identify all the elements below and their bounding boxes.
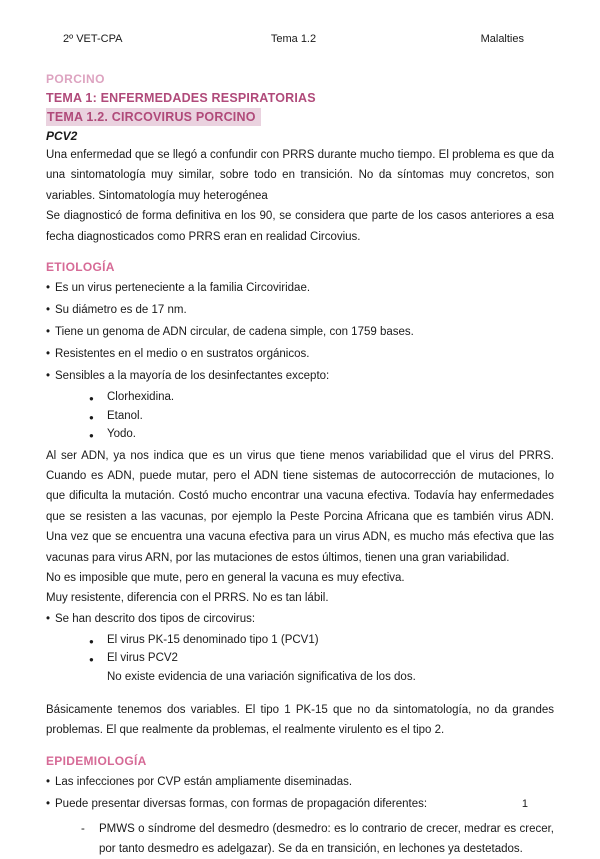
circovirus-types-intro: • Se han descrito dos tipos de circovirus: bbox=[46, 612, 554, 627]
types-note: No existe evidencia de una variación significativa de los dos. bbox=[107, 670, 416, 683]
bullet-item: • Resistentes en el medio o en sustratos orgánicos. bbox=[46, 347, 554, 362]
bullet-item: • Las infecciones por CVP están ampliamente diseminadas. bbox=[46, 775, 554, 790]
etiologia-bullet-list bbox=[46, 281, 554, 384]
sub-bullet-item: ● El virus PK-15 denominado tipo 1 (PCV1) bbox=[46, 633, 554, 648]
section-title-highlighted bbox=[46, 108, 554, 126]
circovirus-type-list bbox=[46, 633, 554, 667]
intro-paragraph-2: Se diagnosticó de forma definitiva en los 90, se considera que parte de los casos anteriores a esa fecha diagnosticados como PRRS eran en realidad Circovius. bbox=[46, 210, 554, 243]
page-header bbox=[63, 32, 524, 46]
sub-bullet-item: ● Yodo. bbox=[46, 427, 554, 442]
header-course-label: 2º VET-CPA bbox=[63, 33, 123, 45]
page-number: 1 bbox=[521, 798, 528, 810]
header-subject-label: Malalties bbox=[480, 33, 524, 45]
document-body bbox=[46, 72, 554, 859]
vaccine-note: No es imposible que mute, pero en general la vacuna es muy efectiva. bbox=[46, 571, 405, 584]
pmws-dash-item: - PMWS o síndrome del desmedro (desmedro: es lo contrario de crecer, medrar es crecer, por tanto desmedro es adelgazar). Se da en transición, en lechones ya destetados. bbox=[46, 819, 554, 859]
bullet-item: • Es un virus perteneciente a la familia Circoviridae. bbox=[46, 281, 554, 296]
highlighted-title-text: TEMA 1.2. CIRCOVIRUS PORCINO bbox=[46, 108, 261, 126]
sub-bullet-item: ● El virus PCV2 bbox=[46, 651, 554, 666]
sub-bullet-item: ● Etanol. bbox=[46, 409, 554, 424]
bullet-item: • Puede presentar diversas formas, con formas de propagación diferentes: bbox=[46, 797, 554, 812]
epidemiologia-heading: EPIDEMIOLOGÍA bbox=[46, 753, 147, 768]
etiologia-heading: ETIOLOGÍA bbox=[46, 260, 115, 275]
sub-bullet-item: ● Clorhexidina. bbox=[46, 390, 554, 405]
resistance-note: Muy resistente, diferencia con el PRRS. No es tan lábil. bbox=[46, 592, 329, 605]
summary-paragraph: Básicamente tenemos dos variables. El tipo 1 PK-15 que no da sintomatología, no da grandes problemas. El que realmente da problemas, el realmente virulento es el tipo 2. bbox=[46, 703, 554, 737]
bullet-item: • Tiene un genoma de ADN circular, de cadena simple, con 1759 bases. bbox=[46, 325, 554, 340]
subtitle-pcv2: PCV2 bbox=[46, 129, 78, 143]
disinfectant-exception-list bbox=[46, 390, 554, 442]
kicker-heading: PORCINO bbox=[46, 72, 105, 86]
adn-paragraph: Al ser ADN, ya nos indica que es un virus que tiene menos variabilidad que el virus del PRRS. Cuando es ADN, puede mutar, pero el ADN tiene sistemas de autocorrección de mutaciones, lo que dificulta la mutación. Costó mucho encontrar una vacuna efectiva. Todavía hay enfermedades que se resisten a las vacunas, por ejemplo la Peste Porcina Africana que es también virus ADN. Una vez que se encuentra una vacuna efectiva para un virus ADN, es mucho más efectiva que las vacunas para virus ARN, por las mutaciones de estos últimos, tienen una gran variabilidad. bbox=[46, 449, 554, 564]
chapter-heading: TEMA 1: ENFERMEDADES RESPIRATORIAS bbox=[46, 91, 316, 105]
header-topic-label: Tema 1.2 bbox=[270, 33, 317, 45]
circovirus-types-intro-list bbox=[46, 612, 554, 627]
intro-paragraph-1: Una enfermedad que se llegó a confundir con PRRS durante mucho tiempo. El problema es que da una sintomatología muy similar, sobre todo en transición. No da síntomas muy concretos, son variables. Sintomatología muy heterogénea bbox=[46, 149, 554, 202]
bullet-item: • Sensibles a la mayoría de los desinfectantes excepto: bbox=[46, 369, 554, 384]
epidemiologia-bullet-list bbox=[46, 775, 554, 812]
page-footer bbox=[522, 798, 528, 810]
bullet-item: • Su diámetro es de 17 nm. bbox=[46, 303, 554, 318]
